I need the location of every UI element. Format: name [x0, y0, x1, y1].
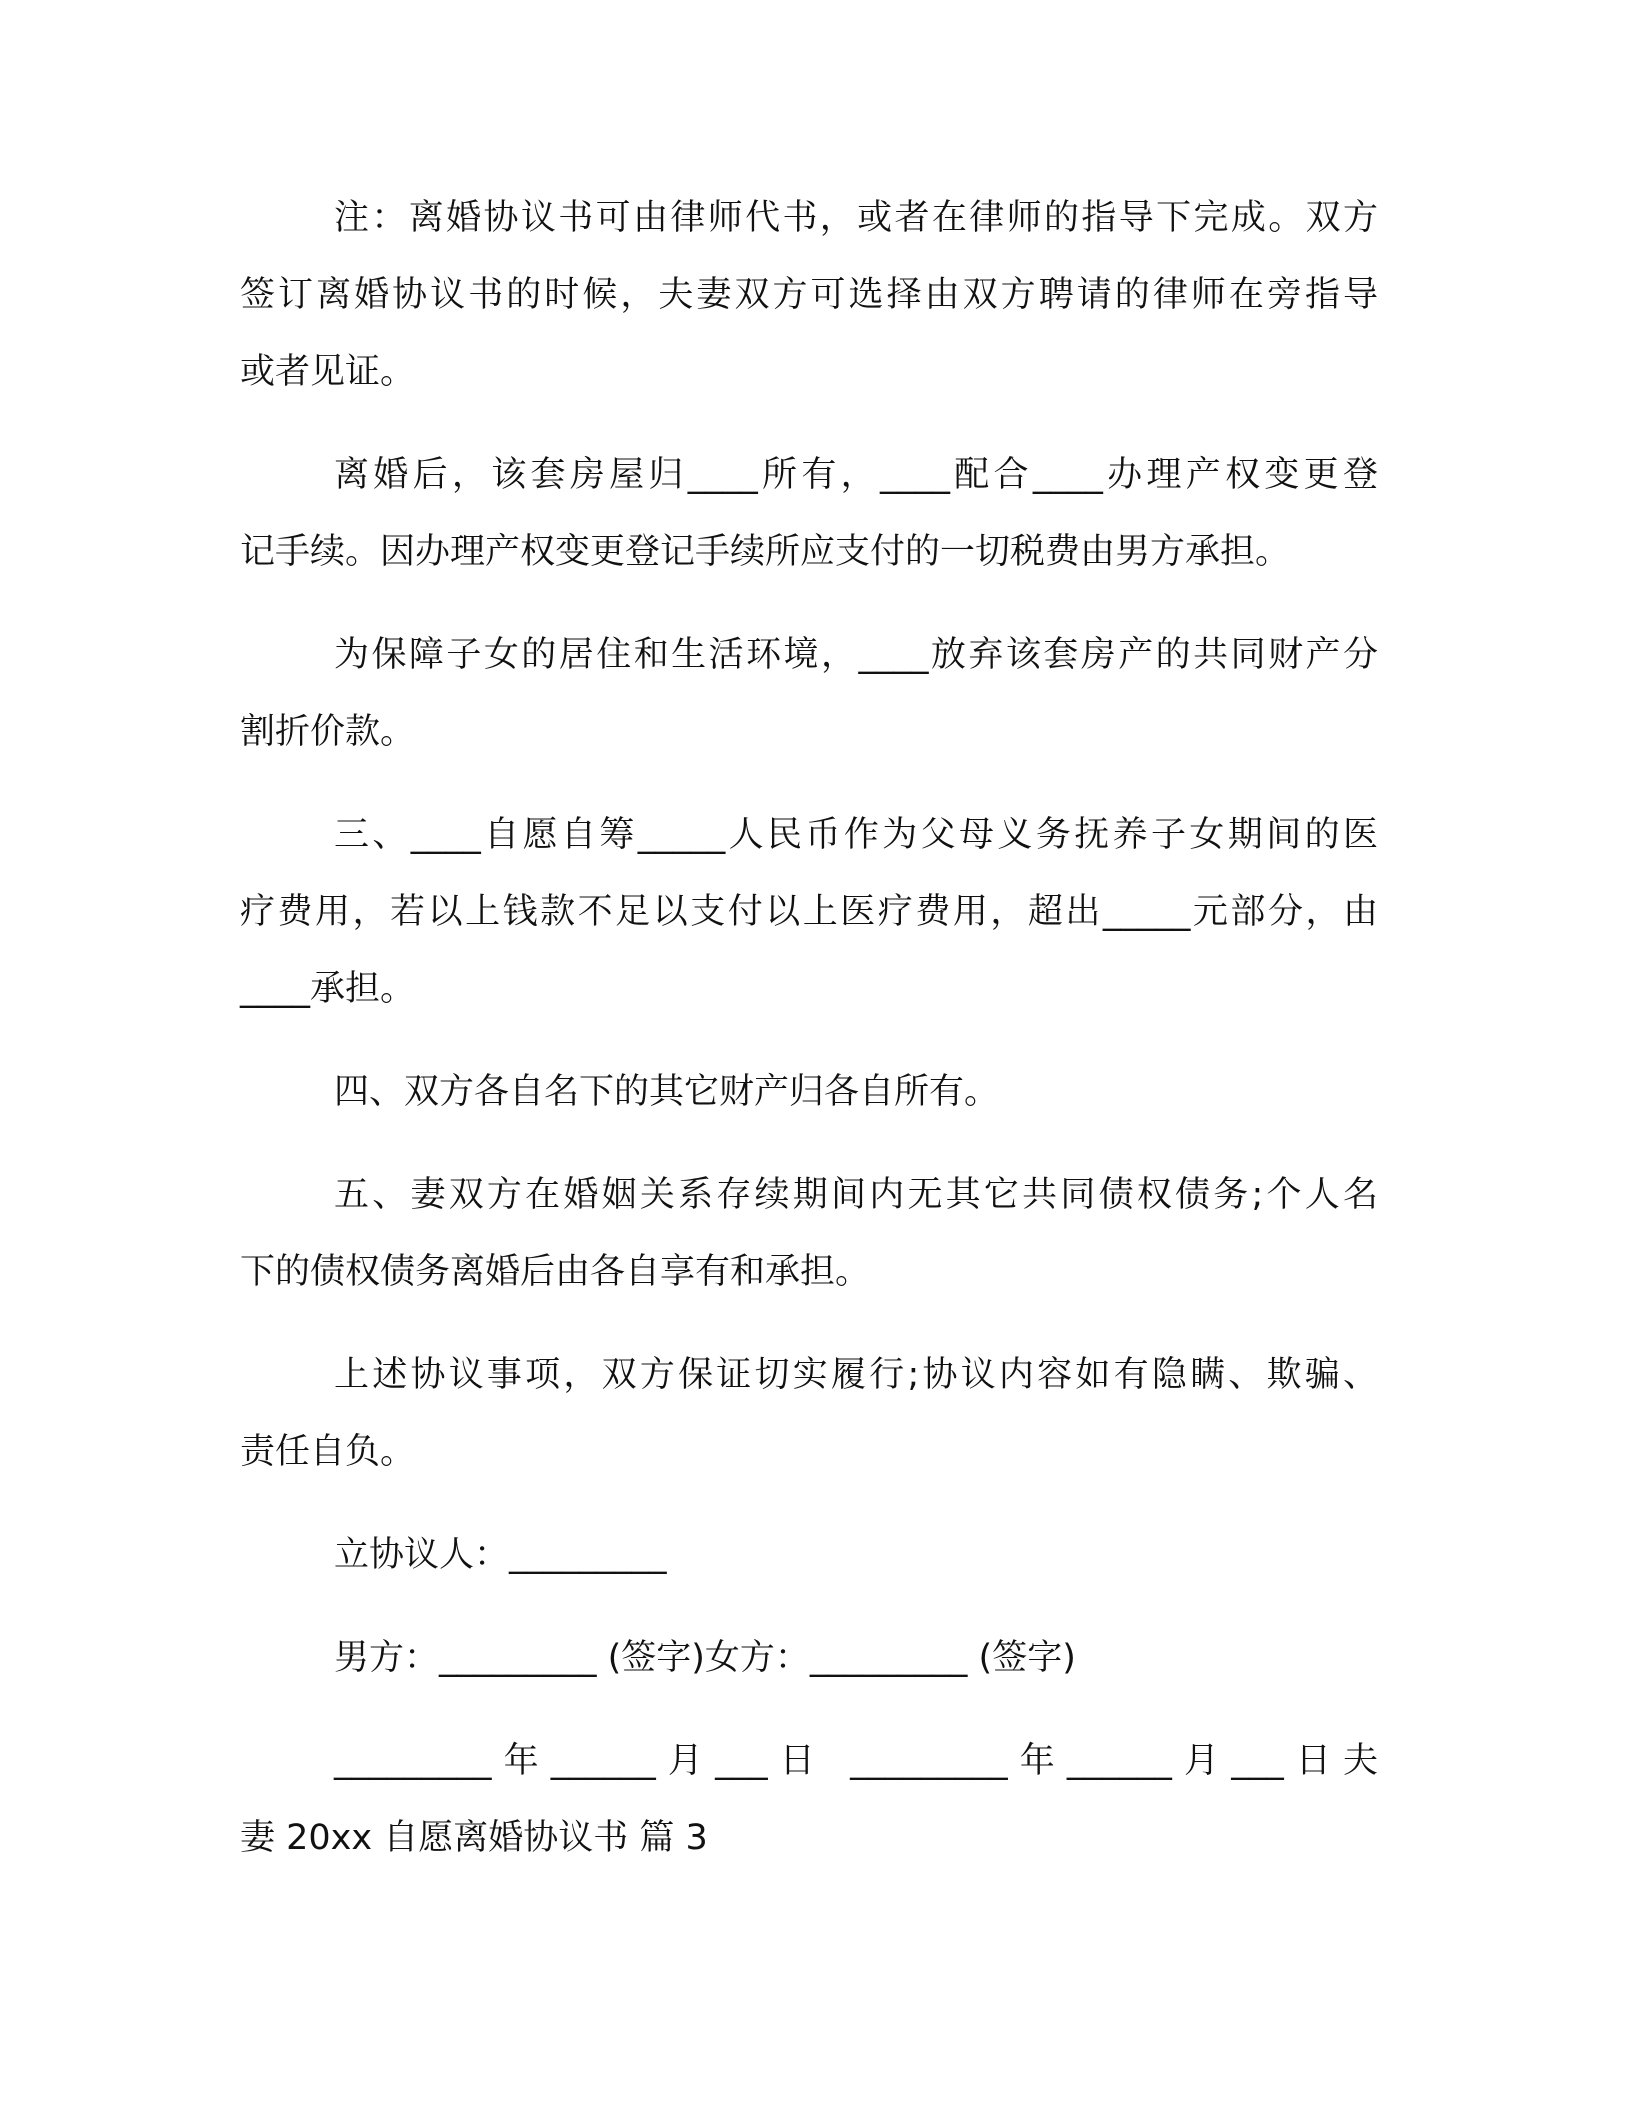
paragraph-line: 离婚后，该套房屋归____所有，____配合____办理产权变更登	[334, 455, 1378, 495]
paragraph-line: 下的债权债务离婚后由各自享有和承担。	[240, 1252, 871, 1292]
paragraph-line: 上述协议事项，双方保证切实履行;协议内容如有隐瞒、欺骗、	[334, 1355, 1378, 1395]
paragraph-line: 或者见证。	[240, 352, 416, 392]
paragraph-line: 注：离婚协议书可由律师代书，或者在律师的指导下完成。双方	[334, 198, 1378, 238]
paragraph	[240, 190, 1378, 421]
paragraph	[240, 1347, 1378, 1501]
paragraph-line: 立协议人：_________	[334, 1535, 667, 1575]
paragraph-line: ____承担。	[240, 969, 416, 1009]
paragraph-line: 三、____自愿自筹_____人民币作为父母义务抚养子女期间的医	[334, 815, 1378, 855]
paragraph-line: 责任自负。	[240, 1432, 416, 1472]
paragraph-line: 记手续。因办理产权变更登记手续所应支付的一切税费由男方承担。	[240, 532, 1291, 572]
paragraph-line: 割折价款。	[240, 712, 416, 752]
paragraph	[240, 1733, 1378, 1887]
document-page	[240, 190, 1378, 1913]
paragraph	[240, 1167, 1378, 1321]
paragraph-line: 男方：_________ (签字)女方：_________ (签字)	[334, 1638, 1076, 1678]
paragraph	[240, 1630, 1378, 1707]
paragraph-line: 为保障子女的居住和生活环境，____放弃该套房产的共同财产分	[334, 635, 1378, 675]
paragraph-line: 五、妻双方在婚姻关系存续期间内无其它共同债权债务;个人名	[334, 1175, 1378, 1215]
paragraph-line: 四、双方各自名下的其它财产归各自所有。	[334, 1072, 1000, 1112]
paragraph-line: 妻 20xx 自愿离婚协议书 篇 3	[240, 1818, 708, 1858]
paragraph	[240, 1064, 1378, 1141]
paragraph-line: 签订离婚协议书的时候，夫妻双方可选择由双方聘请的律师在旁指导	[240, 275, 1378, 315]
paragraph	[240, 1527, 1378, 1604]
paragraph	[240, 627, 1378, 781]
paragraph-line: _________年______月___日 _________年______月___日夫	[334, 1741, 1378, 1781]
paragraph	[240, 447, 1378, 601]
paragraph	[240, 807, 1378, 1038]
paragraph-line: 疗费用，若以上钱款不足以支付以上医疗费用，超出_____元部分，由	[240, 892, 1378, 932]
